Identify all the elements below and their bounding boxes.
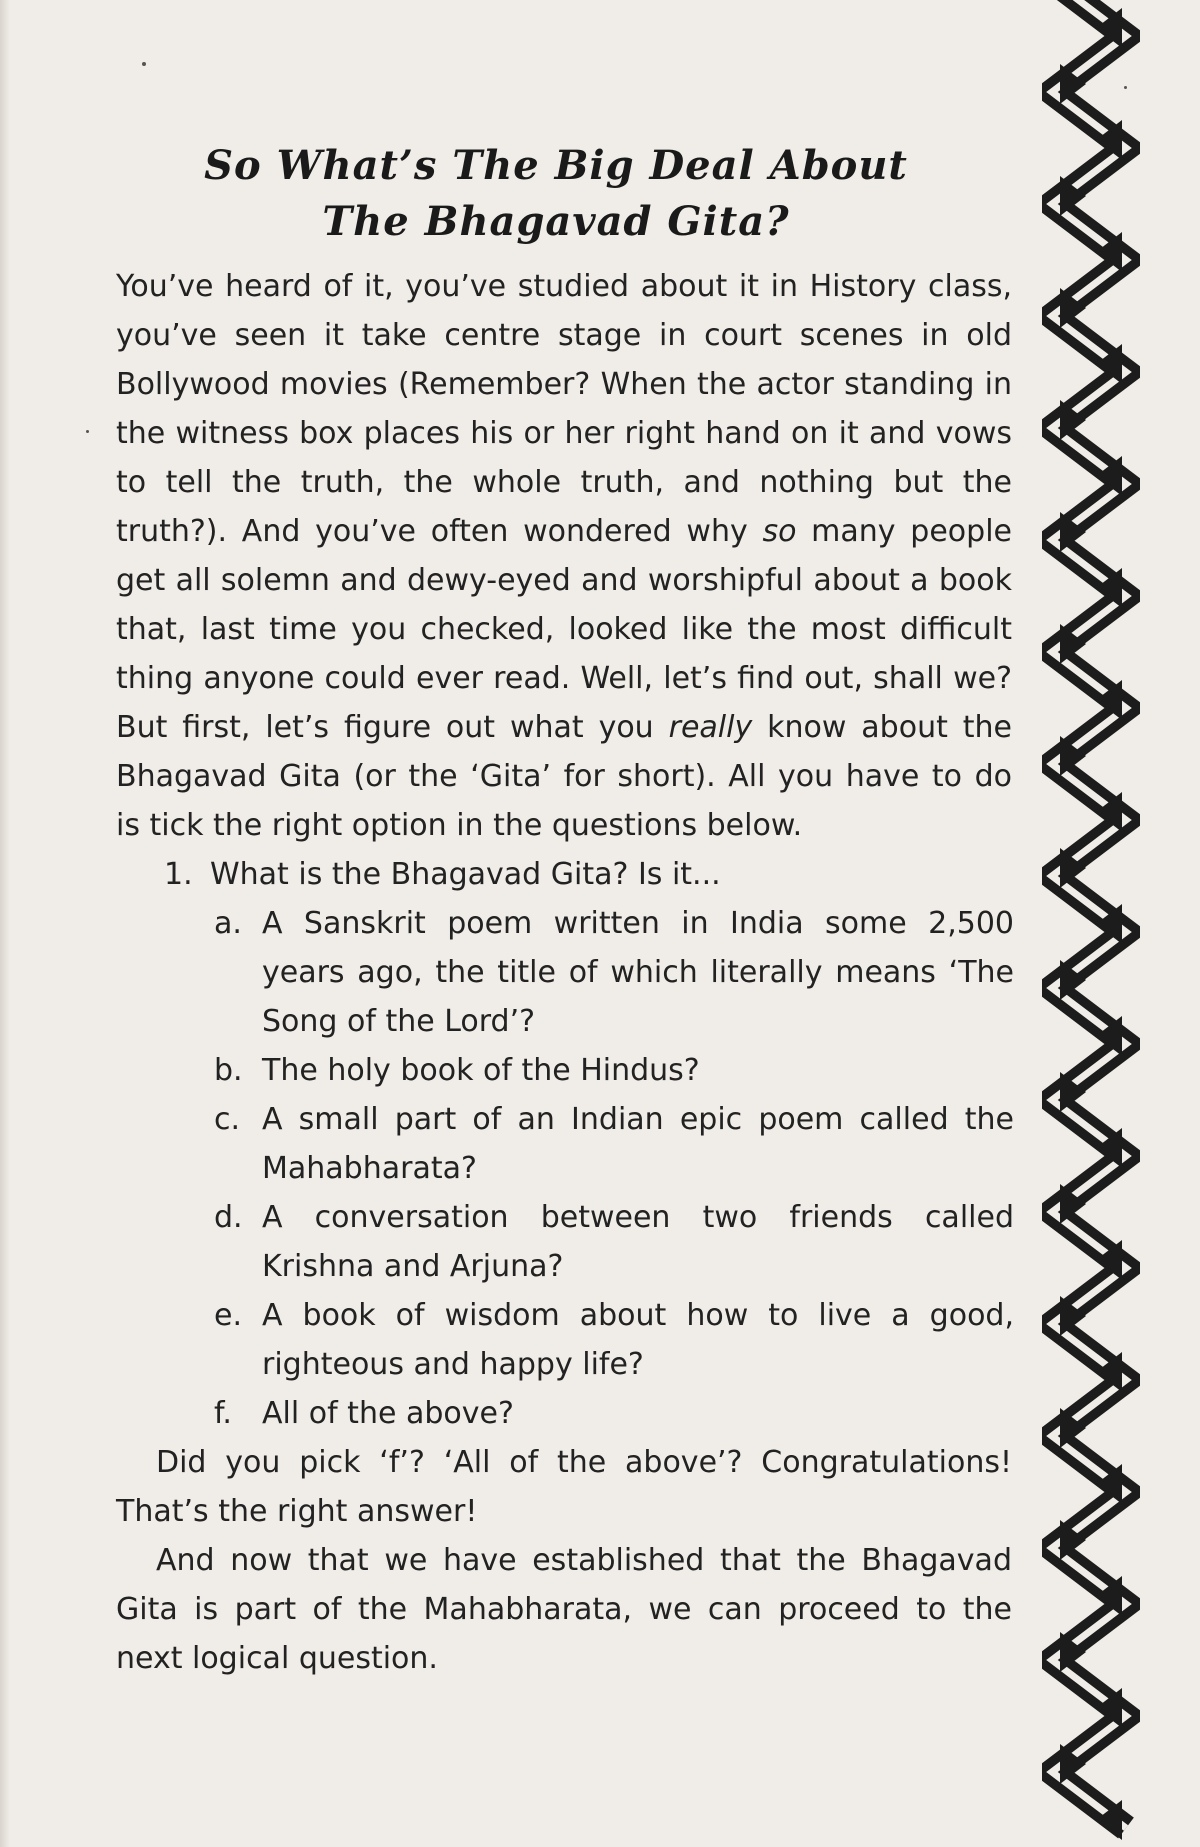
answer-option-d	[214, 1193, 1014, 1291]
option-letter: a.	[214, 906, 242, 941]
option-letter: d.	[214, 1200, 243, 1235]
chapter-title-line-1: So What’s The Big Deal About	[204, 142, 908, 189]
intro-text-1: You’ve heard of it, you’ve studied about it in History class, you’ve seen it take centre stage in court scenes in old Bollywood movies (Remember? When the actor standing in the witness box places his or her right hand on it and vows to tell the truth, the whole truth, and nothing but the truth?). And you’ve often wondered why	[116, 269, 1012, 549]
intro-text-2: many people get all solemn and dewy-eyed and worshipful about a book that, last time you checked, looked like the most difficult thing anyone could ever read. Well, let’s find out, shall we? But first, let’s figure out what you	[116, 514, 1012, 745]
answer-options-list	[214, 899, 1016, 1438]
option-text: All of the above?	[262, 1396, 514, 1431]
answer-option-a	[214, 899, 1014, 1046]
zigzag-pattern-icon	[1042, 0, 1140, 1847]
option-text: A small part of an Indian epic poem called the Mahabharata?	[262, 1102, 1014, 1186]
closing-paragraph: And now that we have established that the Bhagavad Gita is part of the Mahabharata, we can proceed to the next logical question.	[116, 1543, 1012, 1676]
answer-paragraph: Did you pick ‘f’? ‘All of the above’? Congratulations! That’s the right answer!	[116, 1445, 1012, 1529]
chapter-title	[96, 138, 1016, 250]
paper-speck	[86, 430, 89, 433]
chapter-title-line-2: The Bhagavad Gita?	[322, 198, 790, 245]
option-text: A conversation between two friends called Krishna and Arjuna?	[262, 1200, 1014, 1284]
paper-speck	[142, 62, 146, 66]
intro-emphasis-so: so	[762, 514, 797, 549]
answer-option-c	[214, 1095, 1014, 1193]
answer-option-b	[214, 1046, 1014, 1095]
page-edge-shadow	[0, 0, 10, 1847]
intro-text-3: know about the Bhagavad Gita (or the ‘Gita’ for short). All you have to do is tick the right option in the questions below.	[116, 710, 1012, 843]
option-letter: e.	[214, 1298, 242, 1333]
question-number: 1.	[164, 857, 193, 892]
page-content	[116, 138, 1016, 1683]
option-letter: c.	[214, 1102, 241, 1137]
answer-option-f	[214, 1389, 1014, 1438]
paper-speck	[1124, 86, 1127, 89]
question-text: What is the Bhagavad Gita? Is it...	[210, 857, 721, 892]
decorative-zigzag-border	[1042, 0, 1140, 1847]
intro-emphasis-really: really	[668, 710, 753, 745]
question-1	[164, 850, 1016, 899]
intro-paragraph	[116, 262, 1012, 850]
answer-option-e	[214, 1291, 1014, 1389]
option-text: A book of wisdom about how to live a good, righteous and happy life?	[262, 1298, 1014, 1382]
option-letter: f.	[214, 1396, 232, 1431]
option-letter: b.	[214, 1053, 243, 1088]
option-text: A Sanskrit poem written in India some 2,500 years ago, the title of which literally means ‘The Song of the Lord’?	[262, 906, 1014, 1039]
option-text: The holy book of the Hindus?	[262, 1053, 700, 1088]
